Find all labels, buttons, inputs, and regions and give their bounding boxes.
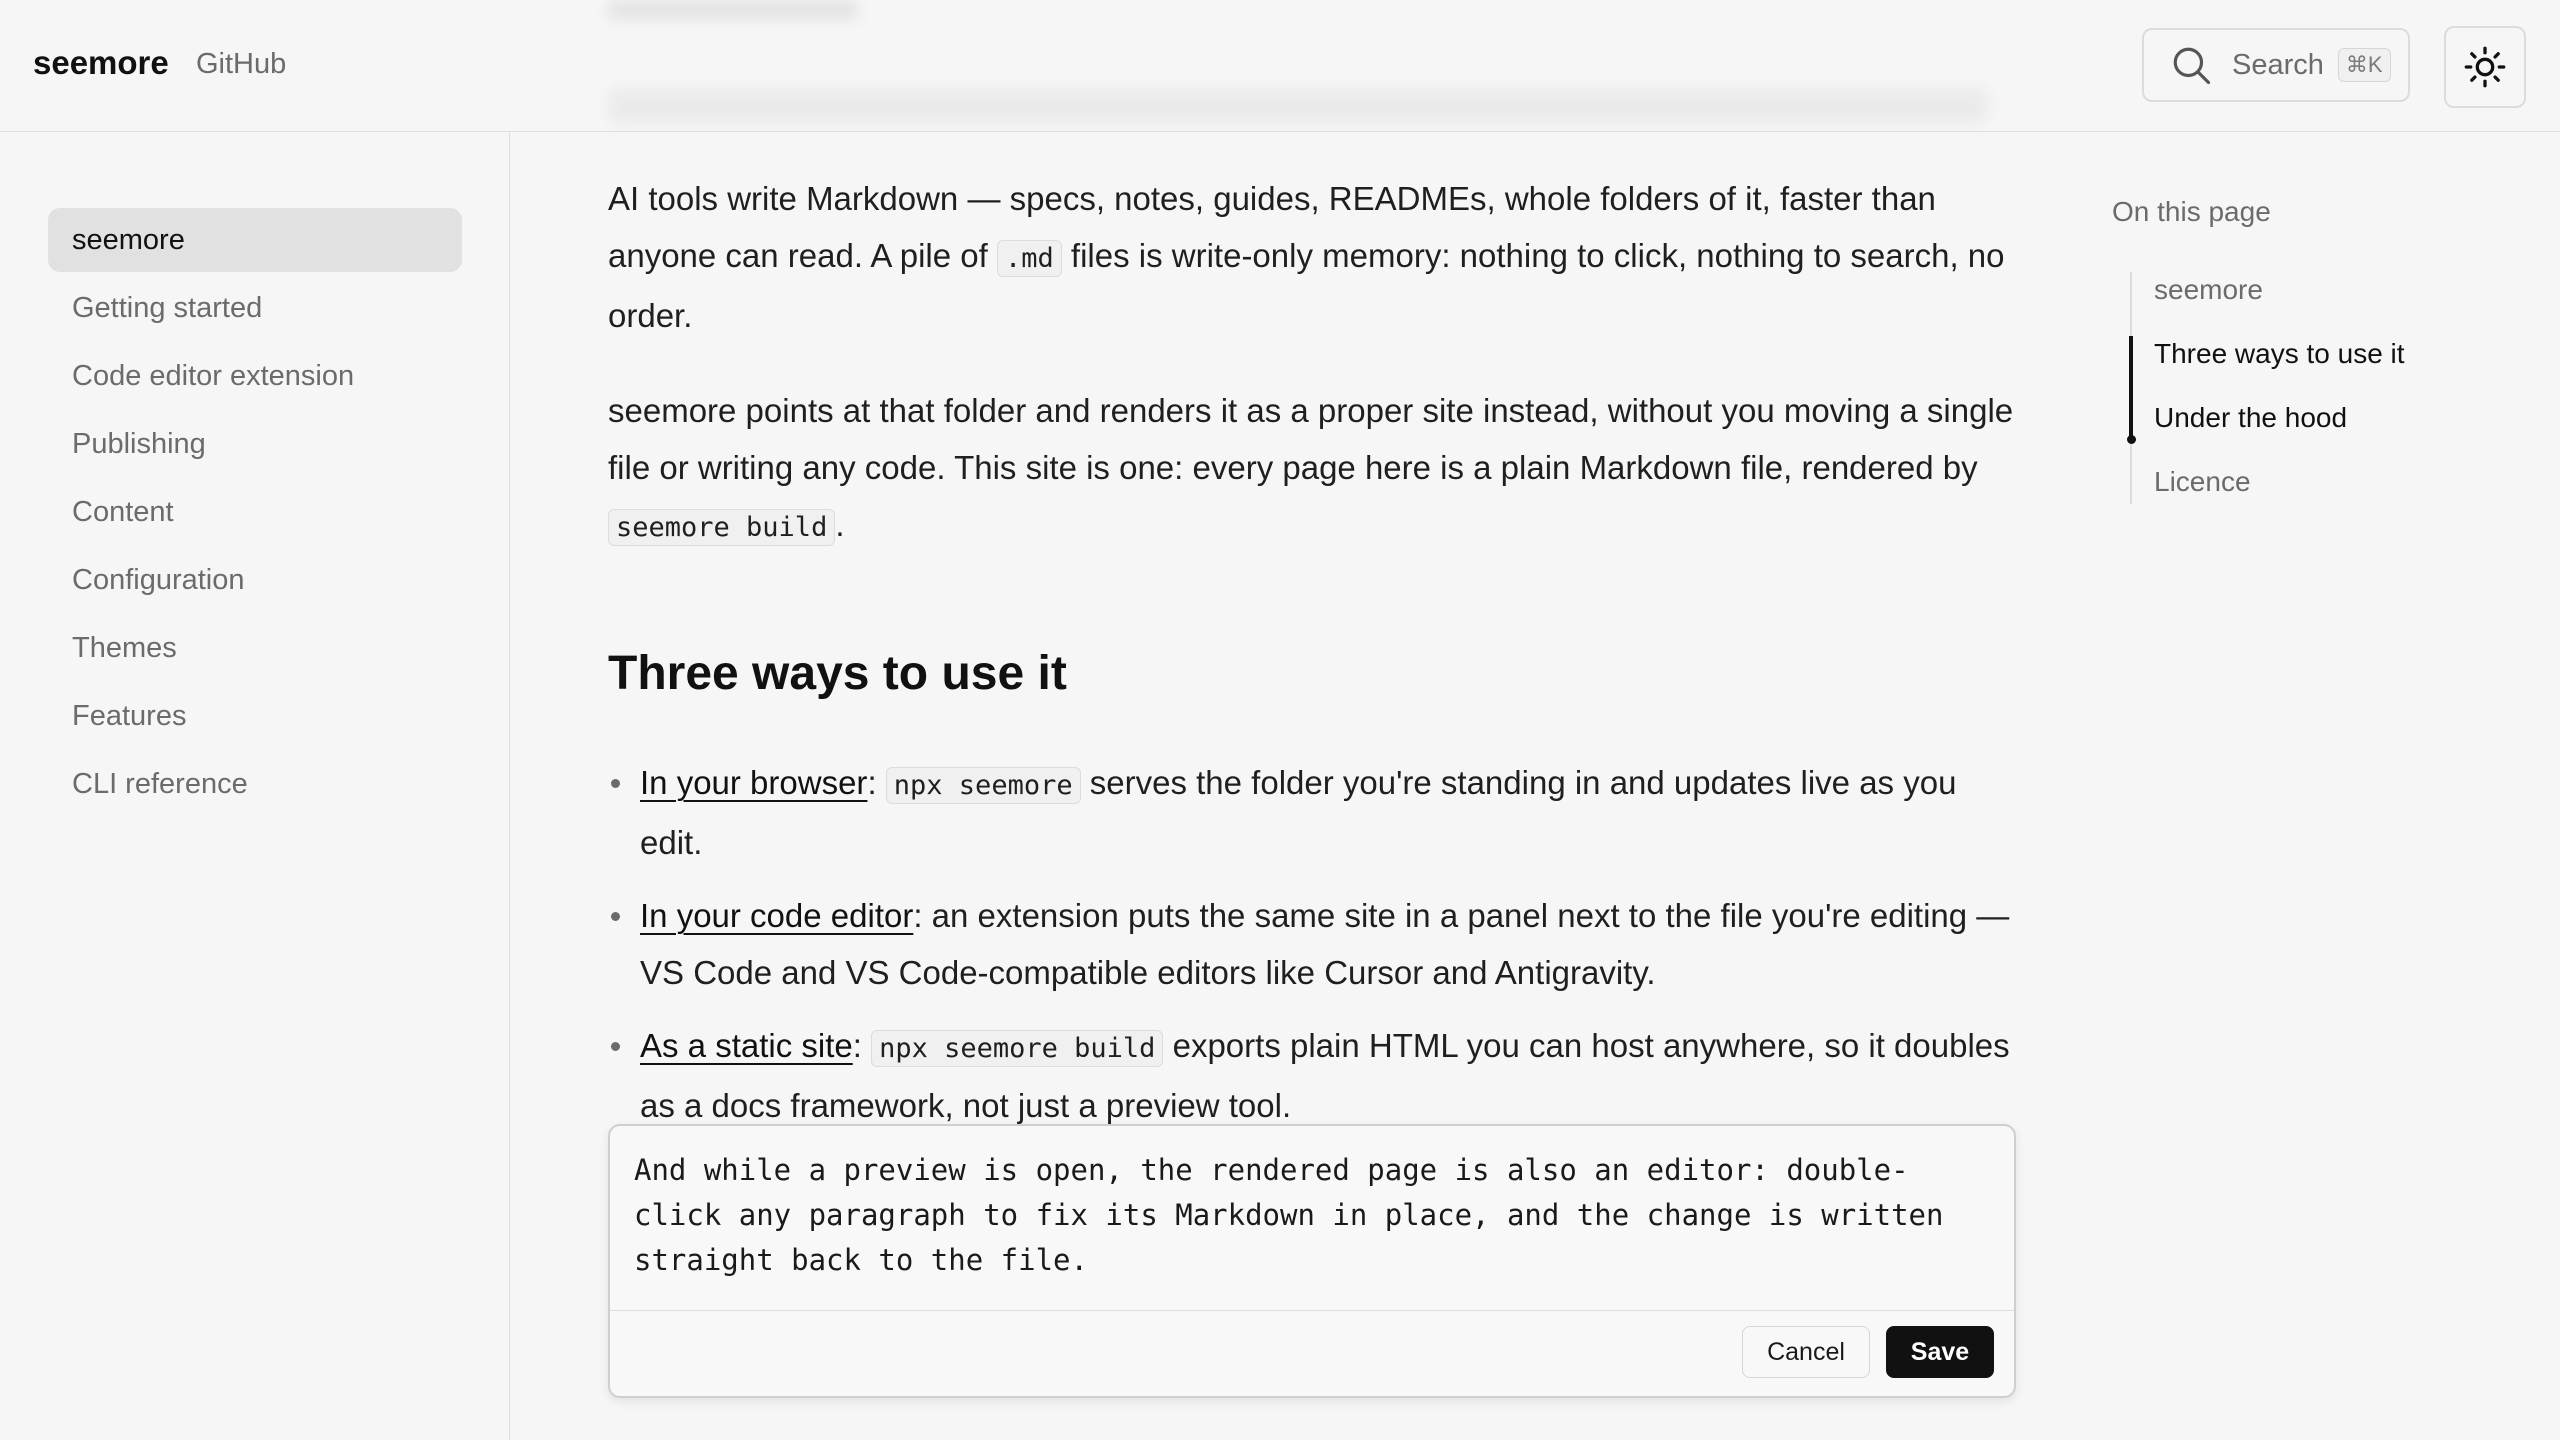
site-brand[interactable]: seemore: [33, 44, 169, 81]
intro-paragraph[interactable]: [608, 170, 2018, 344]
way-separator: :: [852, 1027, 872, 1064]
npx-seemore-build-code: npx seemore build: [871, 1030, 1163, 1067]
way-text: : an extension puts the same site in a panel next to the file you're editing — VS Code and VS Code-compatible editors like Cursor and Antigravity.: [640, 897, 2010, 991]
toc-title: On this page: [2112, 196, 2271, 227]
editor-textarea[interactable]: And while a preview is open, the rendered page is also an editor: double-click any paragraph to fix its Markdown in place, and the change is written straight back to the file.: [634, 1153, 1961, 1277]
second-paragraph[interactable]: [608, 382, 2018, 556]
in-your-code-editor-link[interactable]: In your code editor: [640, 897, 914, 934]
inline-markdown-editor: [608, 1124, 2016, 1398]
toc-item-under-the-hood[interactable]: Under the hood: [2154, 402, 2348, 433]
save-button[interactable]: Save: [1886, 1326, 1994, 1378]
md-extension-code: .md: [997, 240, 1062, 277]
search-label: Search: [2232, 48, 2324, 81]
sidebar-item-features[interactable]: Features: [72, 700, 187, 732]
editor-footer-divider: [610, 1310, 2014, 1311]
toc-item-licence[interactable]: Licence: [2154, 466, 2251, 497]
way-text: exports plain HTML you can host anywhere, so it doubles as a docs framework, not just a preview tool.: [640, 1027, 2010, 1124]
list-item: [608, 754, 2018, 871]
ways-list: [608, 754, 2018, 1134]
section-heading-three-ways: Three ways to use it: [608, 647, 1067, 700]
sidebar-nav: [0, 132, 510, 1440]
sidebar-item-configuration[interactable]: Configuration: [72, 564, 245, 596]
search-icon: [2170, 44, 2212, 86]
list-item: [608, 1017, 2018, 1134]
cancel-button[interactable]: Cancel: [1742, 1326, 1870, 1378]
sidebar-item-getting-started[interactable]: Getting started: [72, 292, 263, 324]
toc-item-seemore[interactable]: seemore: [2154, 274, 2263, 305]
sidebar-item-code-editor-extension[interactable]: Code editor extension: [72, 360, 355, 392]
intro-text-after: files is write-only memory: nothing to click, nothing to search, no order.: [608, 237, 2005, 334]
github-link[interactable]: GitHub: [196, 48, 287, 80]
list-item: [608, 887, 2018, 1001]
way-separator: :: [867, 764, 886, 801]
faded-scrolled-text: [608, 88, 1988, 124]
toc-active-indicator: [2129, 336, 2133, 440]
second-text-before: seemore points at that folder and renders it as a proper site instead, without you moving a single file or writing any code. This site is one: every page here is a plain Markdown file, rendered by: [608, 392, 2014, 486]
sidebar-item-content[interactable]: Content: [72, 496, 174, 528]
way-text: serves the folder you're standing in and updates live as you edit.: [640, 764, 1957, 861]
intro-text-before: AI tools write Markdown — specs, notes, guides, READMEs, whole folders of it, faster than anyone can read. A pile of: [608, 180, 1936, 274]
main-content: [608, 170, 2018, 1150]
search-shortcut: ⌘K: [2338, 48, 2391, 82]
seemore-build-code: seemore build: [608, 509, 835, 546]
second-text-after: .: [835, 506, 845, 543]
theme-toggle-button[interactable]: [2444, 26, 2526, 108]
sidebar-item-themes[interactable]: Themes: [72, 632, 177, 664]
sidebar-item-cli-reference[interactable]: CLI reference: [72, 768, 248, 800]
sidebar-item-seemore[interactable]: seemore: [48, 208, 462, 272]
as-a-static-site-link[interactable]: As a static site: [640, 1027, 853, 1064]
sun-icon: [2463, 45, 2507, 89]
toc-progress-dot: [2127, 435, 2136, 444]
npx-seemore-code: npx seemore: [886, 767, 1081, 804]
toc-item-three-ways[interactable]: Three ways to use it: [2154, 338, 2405, 369]
sidebar-item-publishing[interactable]: Publishing: [72, 428, 206, 460]
search-button[interactable]: [2142, 28, 2410, 102]
faded-scrolled-heading: [608, 0, 858, 20]
in-your-browser-link[interactable]: In your browser: [640, 764, 868, 801]
